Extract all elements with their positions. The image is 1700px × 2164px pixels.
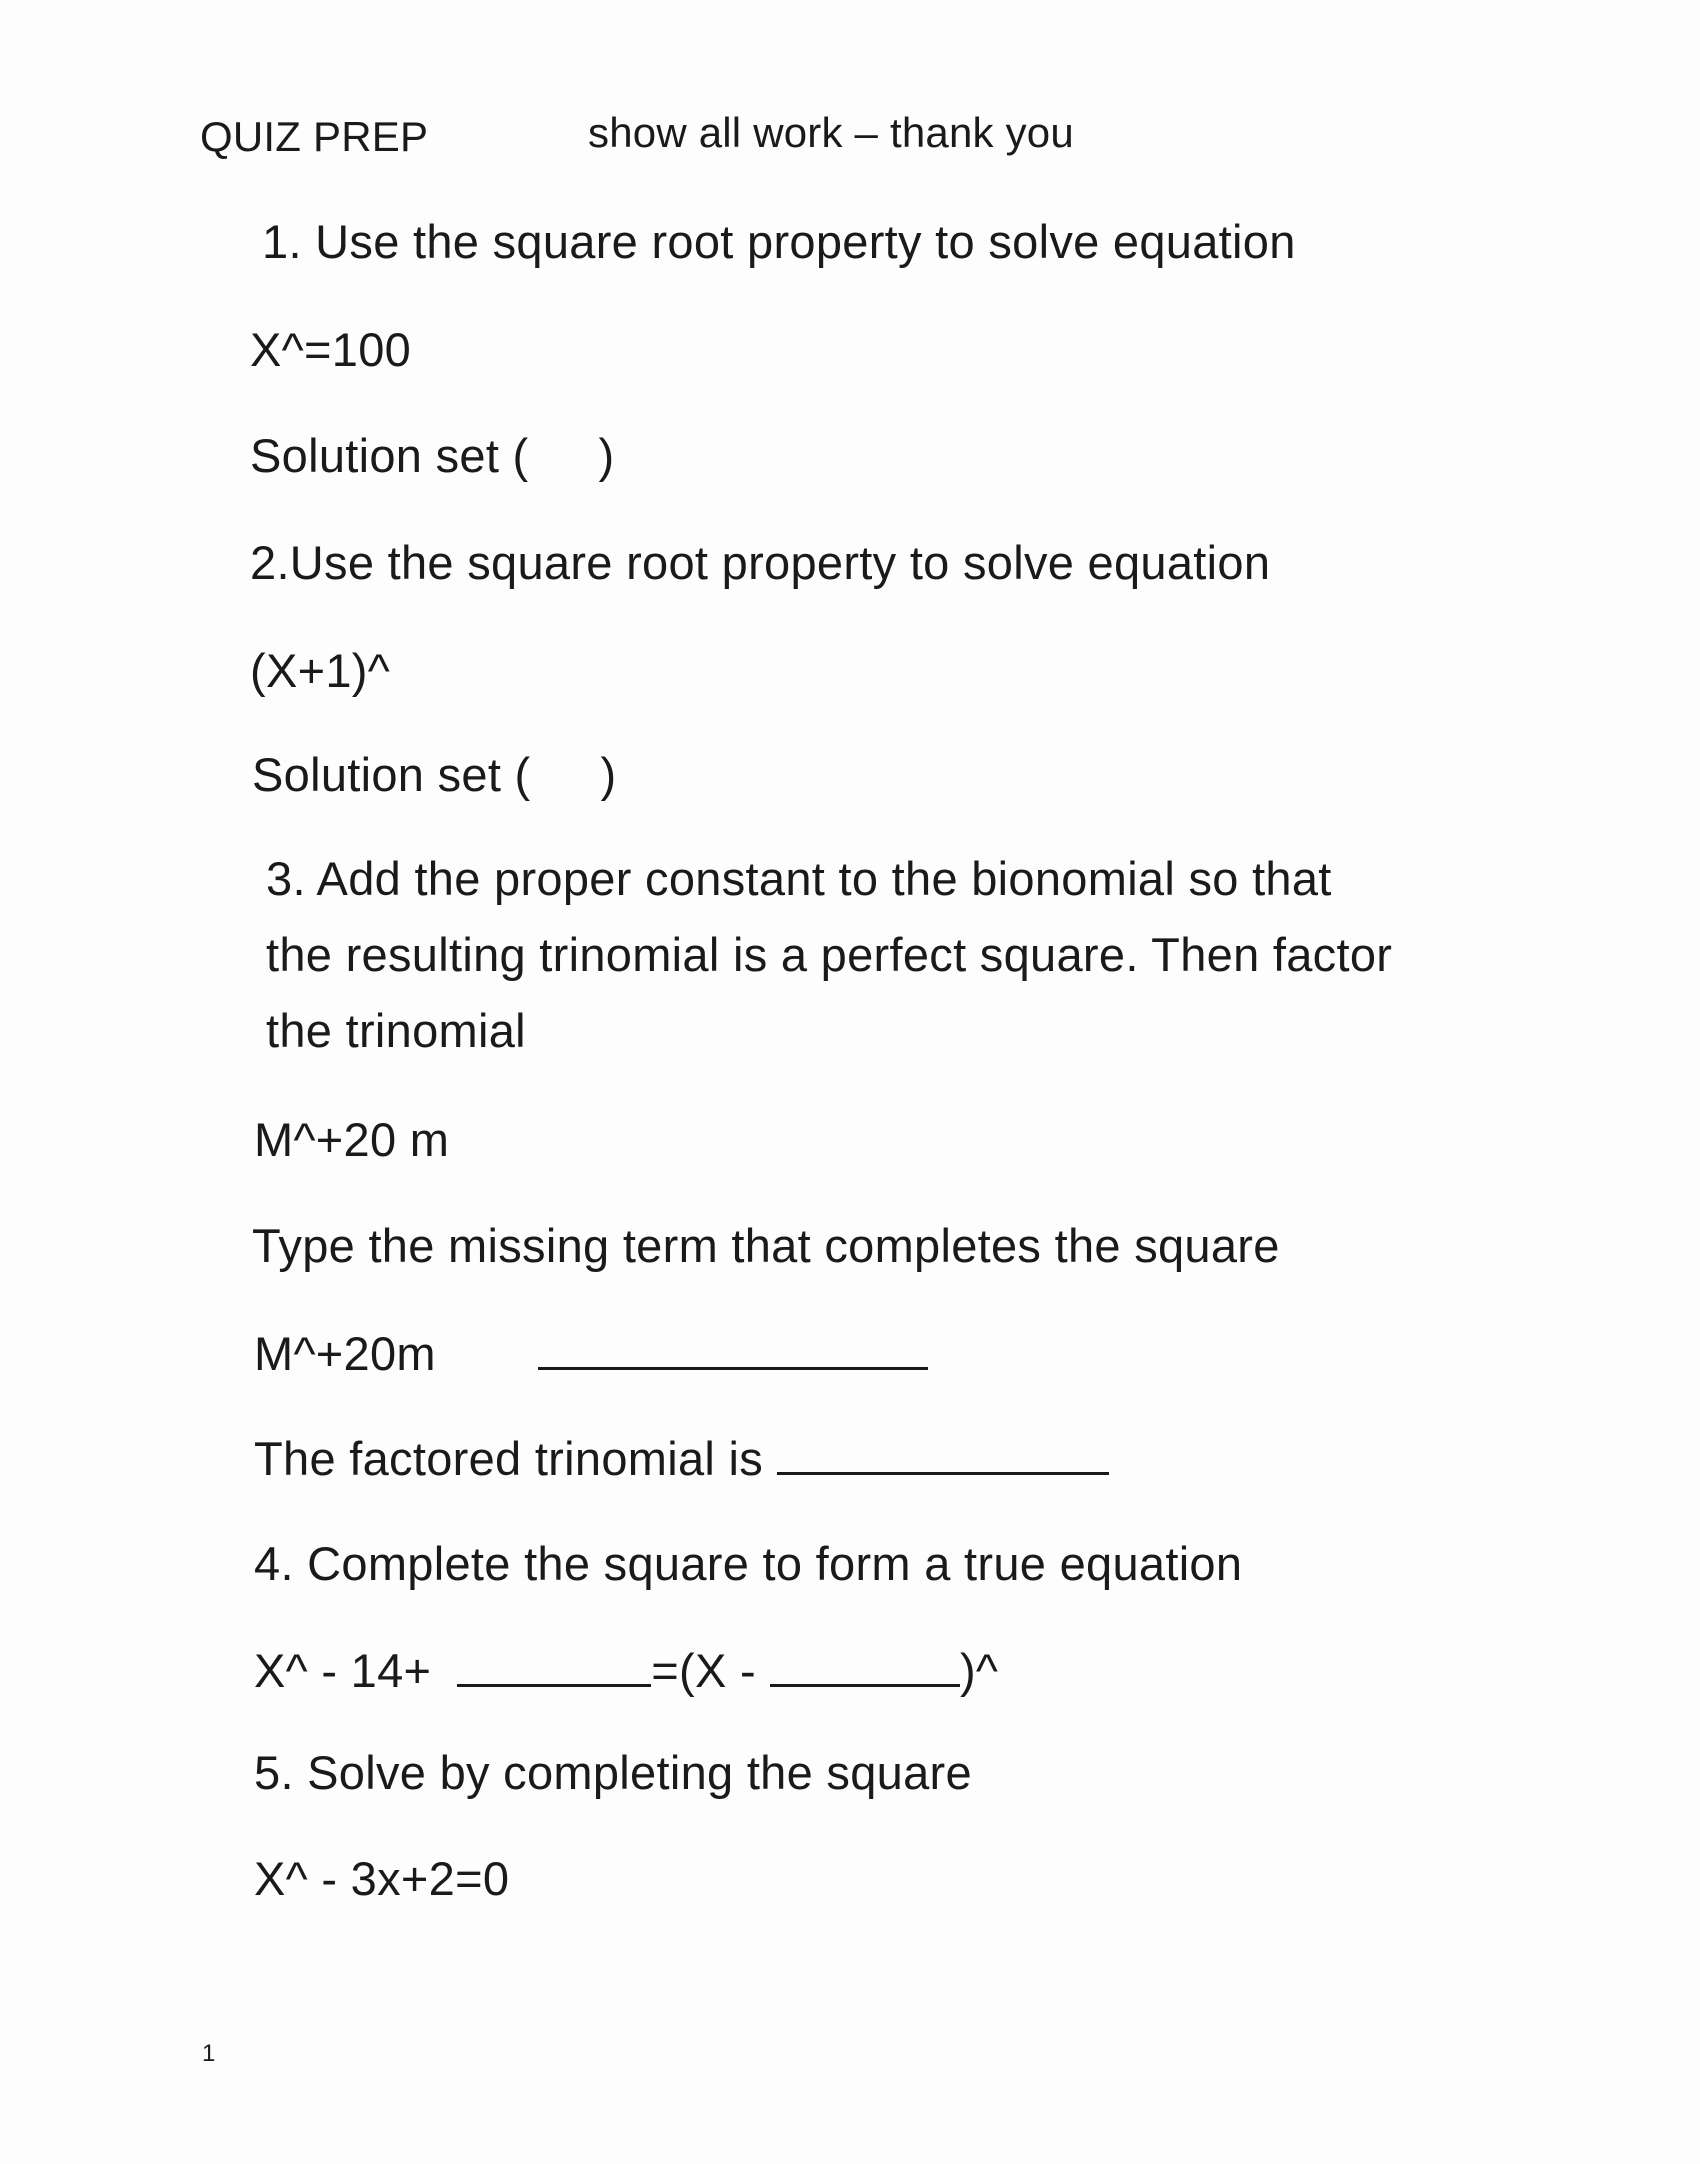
question-3-factored-row bbox=[254, 1428, 1109, 1487]
question-3-missing-term-row bbox=[254, 1323, 928, 1382]
question-4-equation-end: )^ bbox=[959, 1644, 999, 1697]
question-4-prompt: 4. Complete the square to form a true equation bbox=[254, 1537, 1243, 1590]
question-5-equation: X^ - 3x+2=0 bbox=[254, 1852, 510, 1905]
question-3-prompt-line-2: the resulting trinomial is a perfect square. Then factor bbox=[266, 928, 1393, 981]
question-5-prompt: 5. Solve by completing the square bbox=[254, 1746, 972, 1799]
question-3-expression-blank: M^+20m bbox=[254, 1327, 436, 1380]
question-1-solution-set bbox=[250, 428, 614, 484]
constant-answer-blank[interactable] bbox=[457, 1640, 651, 1687]
question-2-equation: (X+1)^ bbox=[250, 644, 391, 697]
question-4-equation bbox=[254, 1640, 998, 1699]
question-3-expression: M^+20 m bbox=[254, 1113, 450, 1166]
question-3-prompt-line-3: the trinomial bbox=[266, 1004, 526, 1057]
question-4-equation-middle: =(X - bbox=[651, 1644, 756, 1697]
question-3-missing-term-prompt: Type the missing term that completes the square bbox=[252, 1219, 1280, 1272]
missing-term-answer-blank[interactable] bbox=[538, 1323, 928, 1370]
page-number: 1 bbox=[202, 2040, 216, 2067]
question-2-solution-set bbox=[252, 747, 616, 803]
question-4-equation-start: X^ - 14+ bbox=[254, 1644, 432, 1697]
solution-set-close-paren: ) bbox=[600, 748, 617, 801]
solution-set-label: Solution set ( bbox=[252, 748, 531, 801]
question-1-equation: X^=100 bbox=[250, 323, 412, 376]
question-3-prompt-line-1: 3. Add the proper constant to the bionomial so that bbox=[266, 852, 1332, 905]
factored-trinomial-answer-blank[interactable] bbox=[777, 1428, 1109, 1475]
solution-set-label: Solution set ( bbox=[250, 429, 529, 482]
question-1-prompt: 1. Use the square root property to solve equation bbox=[262, 215, 1296, 268]
question-3-factored-label: The factored trinomial is bbox=[254, 1432, 764, 1485]
solution-set-close-paren: ) bbox=[598, 429, 615, 482]
worksheet-instruction: show all work – thank you bbox=[588, 109, 1074, 156]
worksheet-title: QUIZ PREP bbox=[200, 113, 429, 160]
question-2-prompt: 2.Use the square root property to solve equation bbox=[250, 536, 1271, 589]
binomial-term-answer-blank[interactable] bbox=[770, 1640, 960, 1687]
